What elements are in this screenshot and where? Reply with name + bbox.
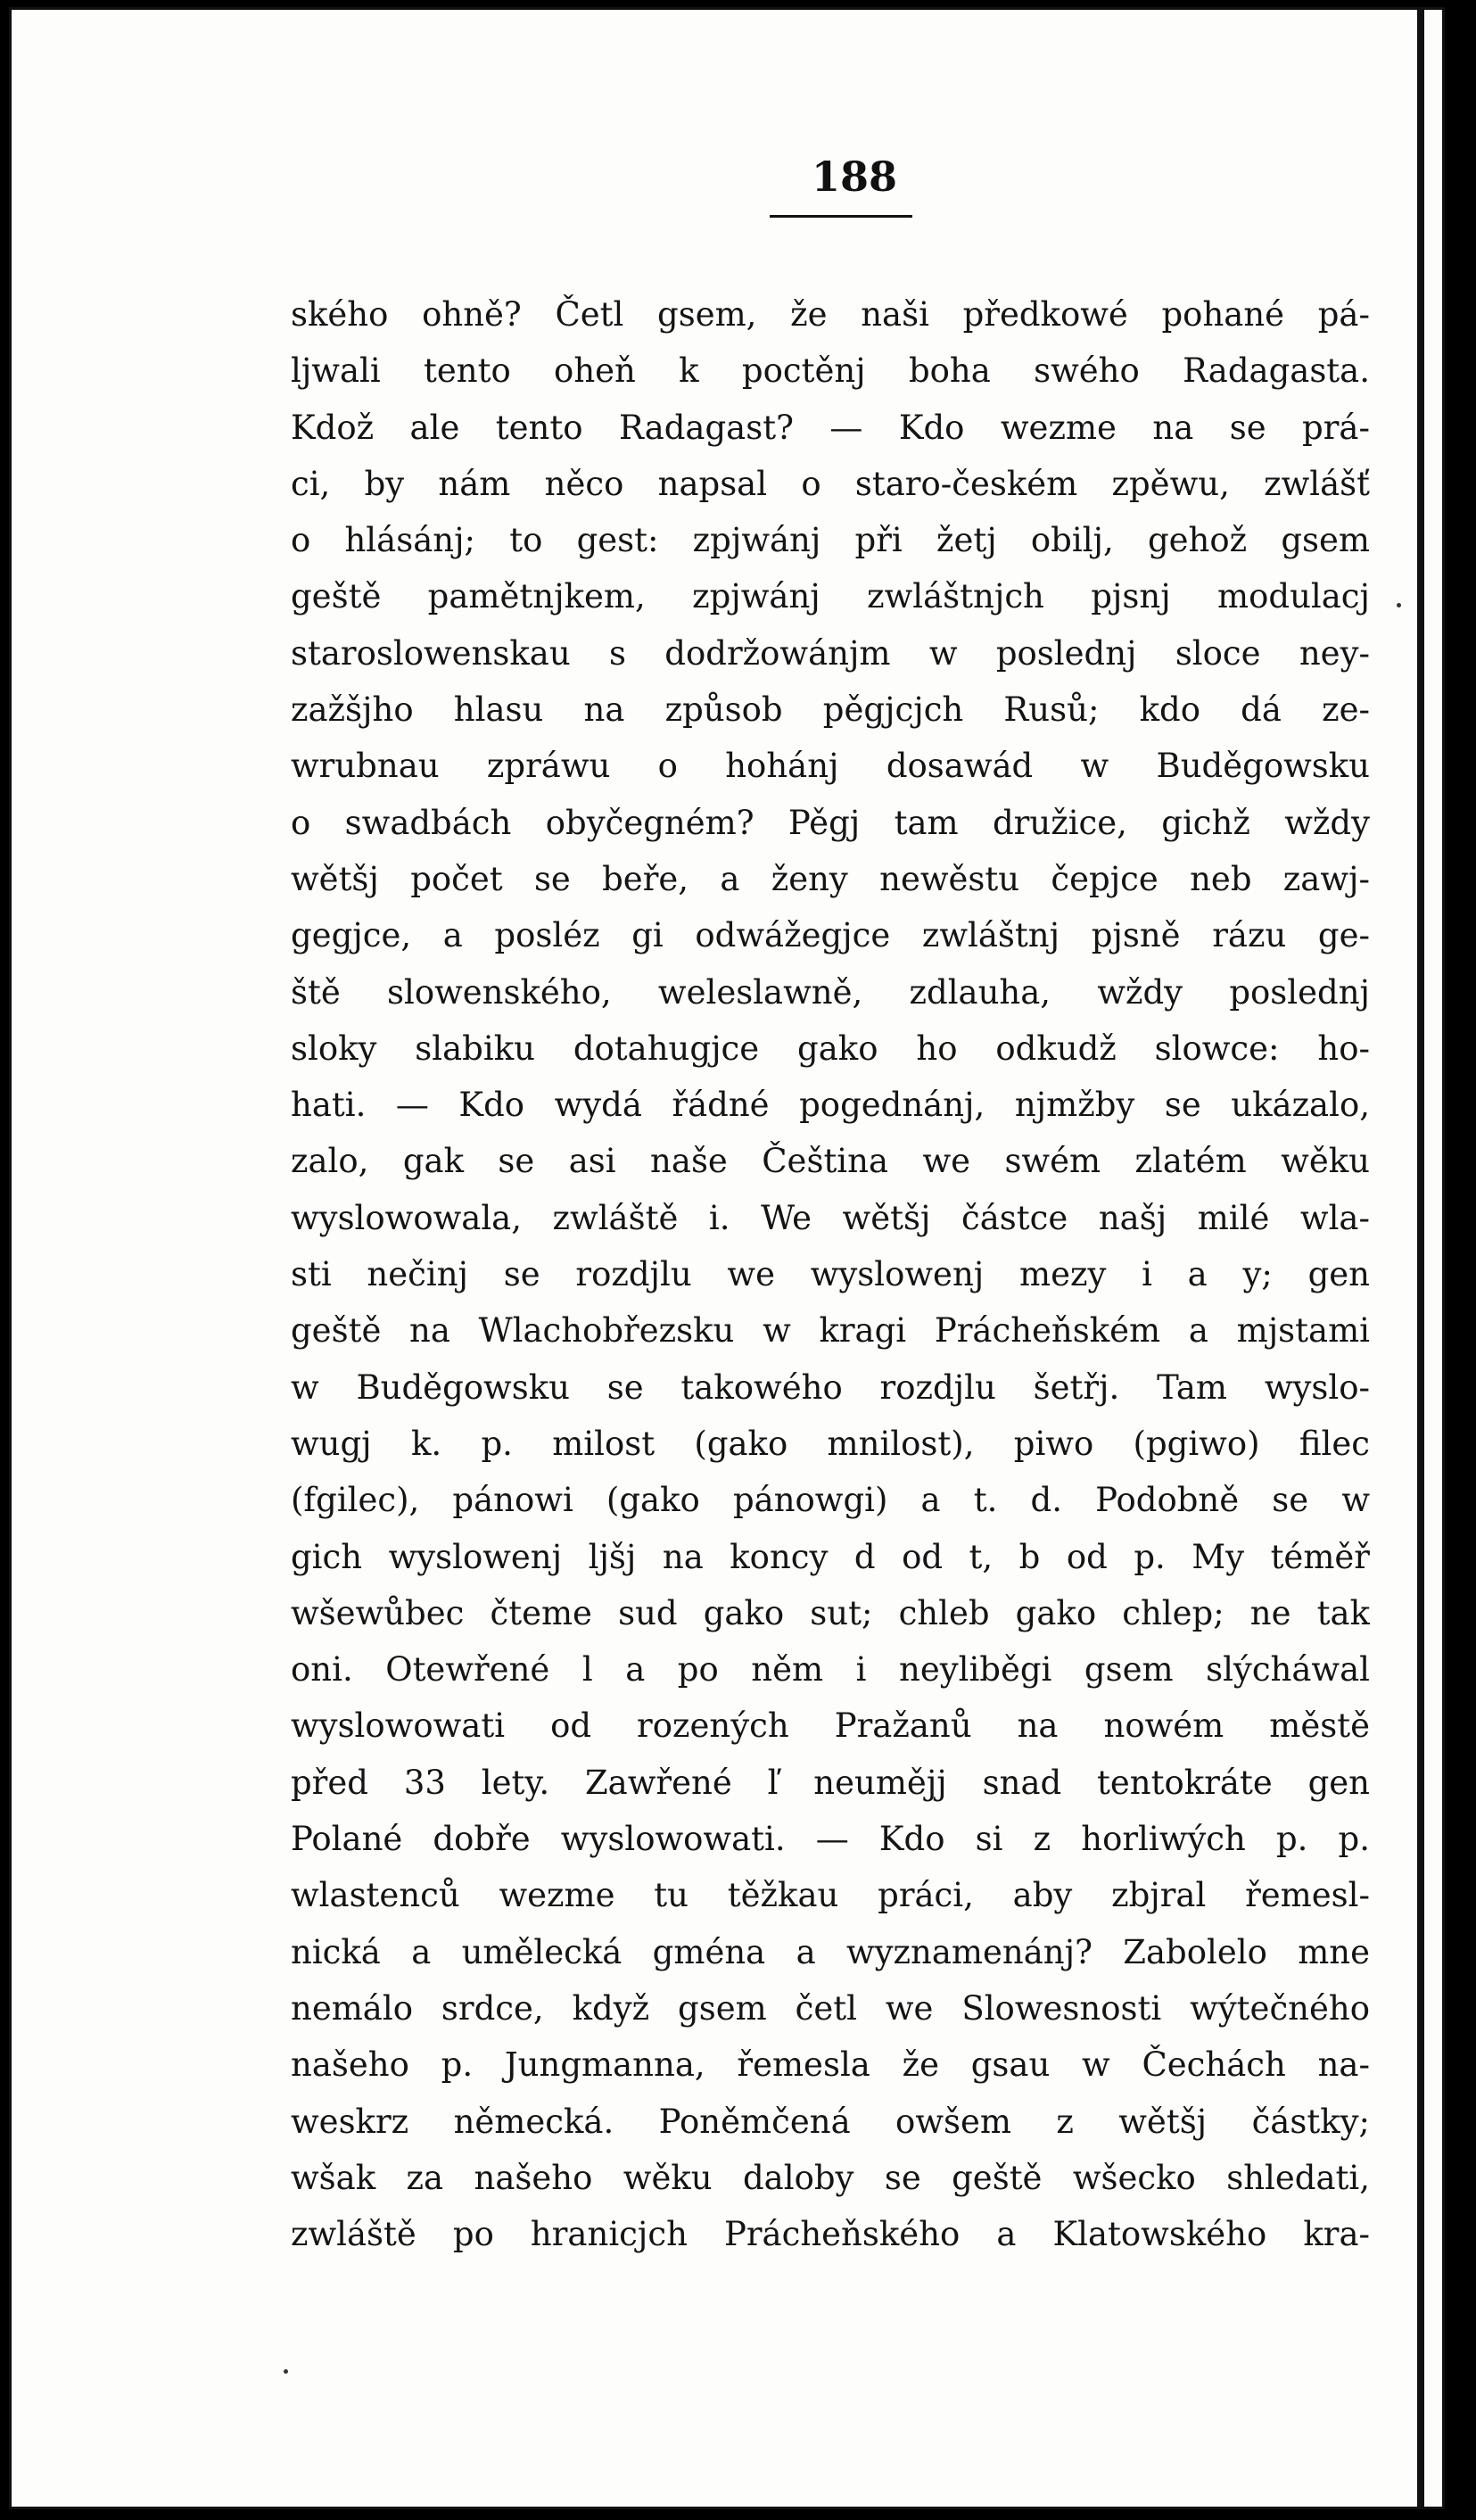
margin-speck [284,2369,288,2374]
text-line: wrubnau zpráwu o hohánj dosawád w Buděgowsku [291,747,1370,786]
book-page [9,7,1445,2509]
text-line: wyslowowati od rozených Pražanů na nowém městě [291,1706,1370,1746]
text-line: (fgilec), pánowi (gako pánowgi) a t. d. Podobně se w [291,1481,1370,1520]
text-line: staroslowenskau s dodržowánjm w poslednj sloce ney- [291,633,1370,673]
text-line: sti nečinj se rozdjlu we wyslowenj mezy i a y; gen [291,1255,1370,1294]
text-line: o swadbách obyčegném? Pěgj tam družice, gichž wždy [291,803,1370,842]
text-line: hati. — Kdo wydá řádné pogednánj, njmžby se ukázalo, [291,1086,1370,1125]
text-line: geště pamětnjkem, zpjwánj zwláštnjch pjsnj modulacj [291,577,1370,616]
text-line: gegjce, a posléz gi odwážegjce zwláštnj pjsně rázu ge- [291,916,1370,955]
text-line: nemálo srdce, když gsem četl we Slowesnosti wýtečného [291,1988,1370,2028]
text-line: ci, by nám něco napsal o staro-českém zpěwu, zwlášť [291,464,1370,503]
page-body-text [291,286,1370,2262]
text-line: Kdož ale tento Radagast? — Kdo wezme na se prá- [291,408,1370,447]
margin-speck [1397,603,1401,607]
text-line: oni. Otewřené l a po něm i neyliběgi gsem slýcháwal [291,1650,1370,1690]
text-line: wyslowowala, zwláště i. We wětšj částce našj milé wla- [291,1198,1370,1237]
text-line: w Buděgowsku se takowého rozdjlu šetřj. Tam wyslo- [291,1367,1370,1407]
text-line: geště na Wlachobřezsku w kragi Prácheňském a mjstami [291,1311,1370,1351]
text-line: Polané dobře wyslowowati. — Kdo si z horliwých p. p. [291,1820,1370,1859]
text-line: wšewůbec čteme sud gako sut; chleb gako chlep; ne tak [291,1593,1370,1632]
binding-gutter [1417,10,1424,2507]
text-line: před 33 lety. Zawřené ľ neumějj snad tentokráte gen [291,1763,1370,1802]
text-line: našeho p. Jungmanna, řemesla že gsau w Čechách na- [291,2045,1370,2085]
text-line: gich wyslowenj ljšj na koncy d od t, b od p. My téměř [291,1537,1370,1576]
text-line: zažšjho hlasu na způsob pěgjcjch Rusů; kdo dá ze- [291,690,1370,730]
page-number: 188 [811,153,898,201]
text-line: ljwali tento oheň k poctěnj boha swého Radagasta. [291,351,1370,391]
text-line: zalo, gak se asi naše Čeština we swém zlatém wěku [291,1142,1370,1181]
text-line: ského ohně? Četl gsem, že naši předkowé pohané pá- [291,295,1370,334]
text-line: wugj k. p. milost (gako mnilost), piwo (pgiwo) filec [291,1424,1370,1463]
text-line: zwláště po hranicjch Prácheňského a Klatowského kra- [291,2215,1370,2254]
text-line: weskrz německá. Poněmčená owšem z wětšj částky; [291,2102,1370,2141]
text-line: wšak za našeho wěku daloby se geště wšecko shledati, [291,2158,1370,2197]
text-line: ště slowenského, weleslawně, zdlauha, wždy poslednj [291,972,1370,1012]
text-line: wlastenců wezme tu těžkau práci, aby zbjral řemesl- [291,1876,1370,1915]
text-line: nická a umělecká gména a wyznamenánj? Zabolelo mne [291,1932,1370,1971]
text-line: o hlásánj; to gest: zpjwánj při žetj obilj, gehož gsem [291,521,1370,560]
header-rule [770,215,912,218]
text-line: sloky slabiku dotahugjce gako ho odkudž slowce: ho- [291,1029,1370,1068]
text-line: wětšj počet se beře, a ženy newěstu čepjce neb zawj- [291,859,1370,898]
